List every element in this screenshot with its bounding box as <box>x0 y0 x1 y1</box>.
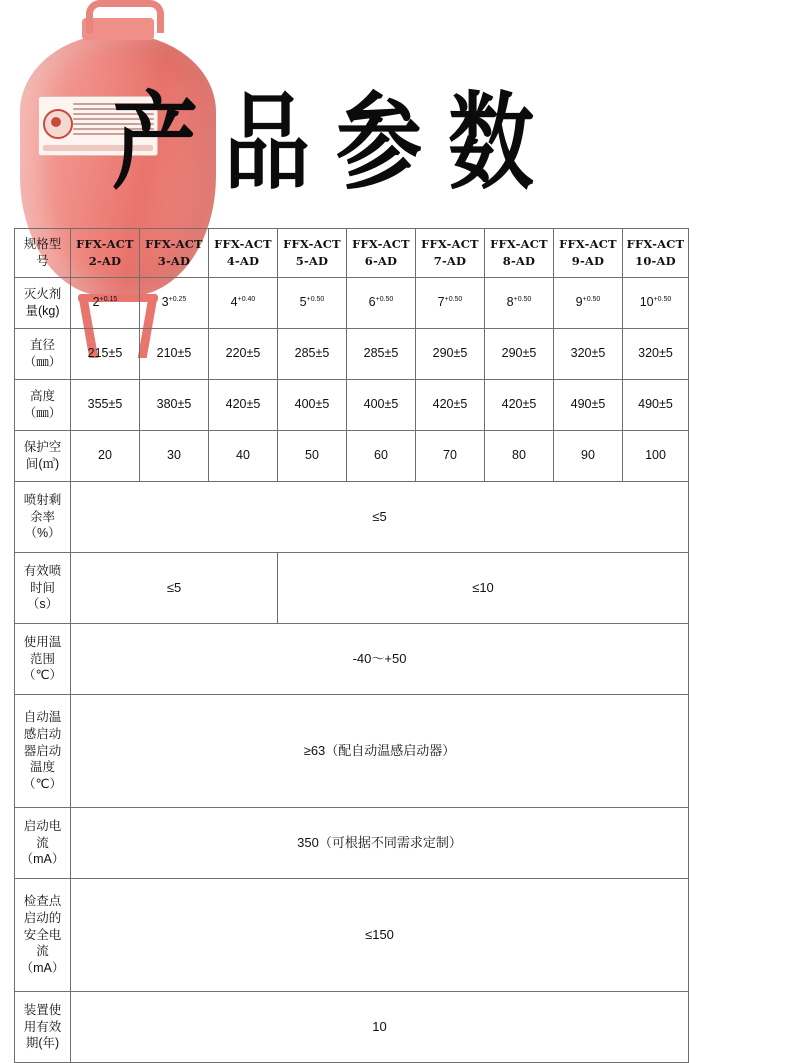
row-label-service-life: 装置使用有效期(年) <box>15 992 71 1063</box>
model-line2: 8-AD <box>502 254 536 268</box>
cell-protect-volume: 70 <box>416 431 485 482</box>
row-label-thermal-start-temp: 自动温感启动器启动温度（℃） <box>15 695 71 808</box>
table-row <box>15 329 689 380</box>
cell-height: 420±5 <box>485 380 554 431</box>
value: 8 <box>506 295 514 310</box>
row-label-start-current: 启动电流（mA） <box>15 808 71 879</box>
cell-protect-volume: 90 <box>554 431 623 482</box>
model-line1: FFX-ACT <box>559 236 617 251</box>
model-line2: 7-AD <box>433 254 467 268</box>
cell-agent-mass <box>554 278 623 329</box>
cell-protect-volume: 60 <box>347 431 416 482</box>
table-row <box>15 624 689 695</box>
row-label-temperature-range: 使用温范围（℃） <box>15 624 71 695</box>
value: 7 <box>437 295 445 310</box>
model-line1: FFX-ACT <box>626 236 685 251</box>
model-line2: 6-AD <box>364 254 398 268</box>
cell-height: 400±5 <box>347 380 416 431</box>
cell-diameter: 285±5 <box>347 329 416 380</box>
value: 6 <box>368 295 376 310</box>
cell-thermal-start-temp: ≥63（配自动温感启动器） <box>71 695 689 808</box>
model-line1: FFX-ACT <box>214 236 272 251</box>
cell-spray-time-long: ≤10 <box>278 553 689 624</box>
row-label-spray-time: 有效喷时间（s） <box>15 553 71 624</box>
cell-agent-mass <box>140 278 209 329</box>
column-header-model <box>278 229 347 278</box>
column-header-model <box>71 229 140 278</box>
tolerance: +0.40 <box>237 296 256 304</box>
cell-agent-mass <box>623 278 689 329</box>
value: 2 <box>92 295 100 310</box>
model-line2: 5-AD <box>295 254 329 268</box>
cell-diameter: 285±5 <box>278 329 347 380</box>
cell-protect-volume: 20 <box>71 431 140 482</box>
cell-protect-volume: 40 <box>209 431 278 482</box>
table-row <box>15 229 689 278</box>
tolerance: +0.25 <box>168 296 187 304</box>
cell-spray-time-short: ≤5 <box>71 553 278 624</box>
table-row <box>15 879 689 992</box>
value: 4 <box>230 295 238 310</box>
model-line1: FFX-ACT <box>283 236 341 251</box>
cell-diameter: 320±5 <box>554 329 623 380</box>
model-line1: FFX-ACT <box>145 236 203 251</box>
row-label-height: 高度（㎜） <box>15 380 71 431</box>
tolerance: +0.50 <box>306 296 325 304</box>
value: 10 <box>639 295 654 310</box>
table-row <box>15 553 689 624</box>
row-label-residual-rate: 喷射剩余率（%） <box>15 482 71 553</box>
cell-agent-mass <box>278 278 347 329</box>
model-line1: FFX-ACT <box>352 236 410 251</box>
column-header-model <box>623 229 689 278</box>
cell-height: 355±5 <box>71 380 140 431</box>
model-line1: FFX-ACT <box>421 236 479 251</box>
cell-diameter: 210±5 <box>140 329 209 380</box>
hero-banner <box>0 0 800 228</box>
cell-diameter: 290±5 <box>485 329 554 380</box>
row-label-protect-volume: 保护空间(㎥) <box>15 431 71 482</box>
column-header-model <box>140 229 209 278</box>
column-header-model <box>209 229 278 278</box>
row-label-model: 规格型号 <box>15 229 71 278</box>
value: 9 <box>575 295 583 310</box>
cell-protect-volume: 50 <box>278 431 347 482</box>
model-line2: 3-AD <box>157 254 191 268</box>
tolerance: +0.50 <box>582 296 601 304</box>
cell-diameter: 290±5 <box>416 329 485 380</box>
cell-height: 400±5 <box>278 380 347 431</box>
cell-diameter: 215±5 <box>71 329 140 380</box>
row-label-diameter: 直径（㎜） <box>15 329 71 380</box>
cell-height: 490±5 <box>554 380 623 431</box>
table-row <box>15 992 689 1063</box>
model-line2: 10-AD <box>635 254 676 268</box>
cell-diameter: 320±5 <box>623 329 689 380</box>
tolerance: +0.50 <box>375 296 394 304</box>
tolerance: +0.15 <box>99 296 118 304</box>
table-row <box>15 808 689 879</box>
model-line2: 4-AD <box>226 254 260 268</box>
parameter-table <box>14 228 689 1063</box>
cell-height: 380±5 <box>140 380 209 431</box>
cell-safe-current: ≤150 <box>71 879 689 992</box>
cell-height: 490±5 <box>623 380 689 431</box>
tolerance: +0.50 <box>653 296 672 304</box>
cell-service-life: 10 <box>71 992 689 1063</box>
table-row <box>15 482 689 553</box>
cell-protect-volume: 80 <box>485 431 554 482</box>
column-header-model <box>554 229 623 278</box>
model-line1: FFX-ACT <box>76 236 134 251</box>
cell-height: 420±5 <box>209 380 278 431</box>
value: 3 <box>161 295 169 310</box>
cell-agent-mass <box>209 278 278 329</box>
page-title: 产品参数 <box>112 81 560 205</box>
row-label-safe-current: 检查点启动的安全电流（mA） <box>15 879 71 992</box>
cell-agent-mass <box>416 278 485 329</box>
cell-diameter: 220±5 <box>209 329 278 380</box>
column-header-model <box>485 229 554 278</box>
column-header-model <box>416 229 485 278</box>
value: 5 <box>299 295 307 310</box>
tolerance: +0.50 <box>513 296 532 304</box>
cell-protect-volume: 30 <box>140 431 209 482</box>
cell-temperature-range: -40～+50 <box>71 624 689 695</box>
cell-height: 420±5 <box>416 380 485 431</box>
table-row <box>15 380 689 431</box>
model-line2: 9-AD <box>571 254 605 268</box>
cell-protect-volume: 100 <box>623 431 689 482</box>
row-label-agent-mass: 灭火剂量(kg) <box>15 278 71 329</box>
table-row <box>15 695 689 808</box>
table-row <box>15 431 689 482</box>
cell-agent-mass <box>347 278 416 329</box>
model-line2: 2-AD <box>88 254 122 268</box>
cell-agent-mass <box>71 278 140 329</box>
cell-residual-rate: ≤5 <box>71 482 689 553</box>
tolerance: +0.50 <box>444 296 463 304</box>
cell-start-current: 350（可根据不同需求定制） <box>71 808 689 879</box>
parameter-table-wrapper <box>14 228 688 1063</box>
cell-agent-mass <box>485 278 554 329</box>
model-line1: FFX-ACT <box>490 236 548 251</box>
column-header-model <box>347 229 416 278</box>
table-row <box>15 278 689 329</box>
